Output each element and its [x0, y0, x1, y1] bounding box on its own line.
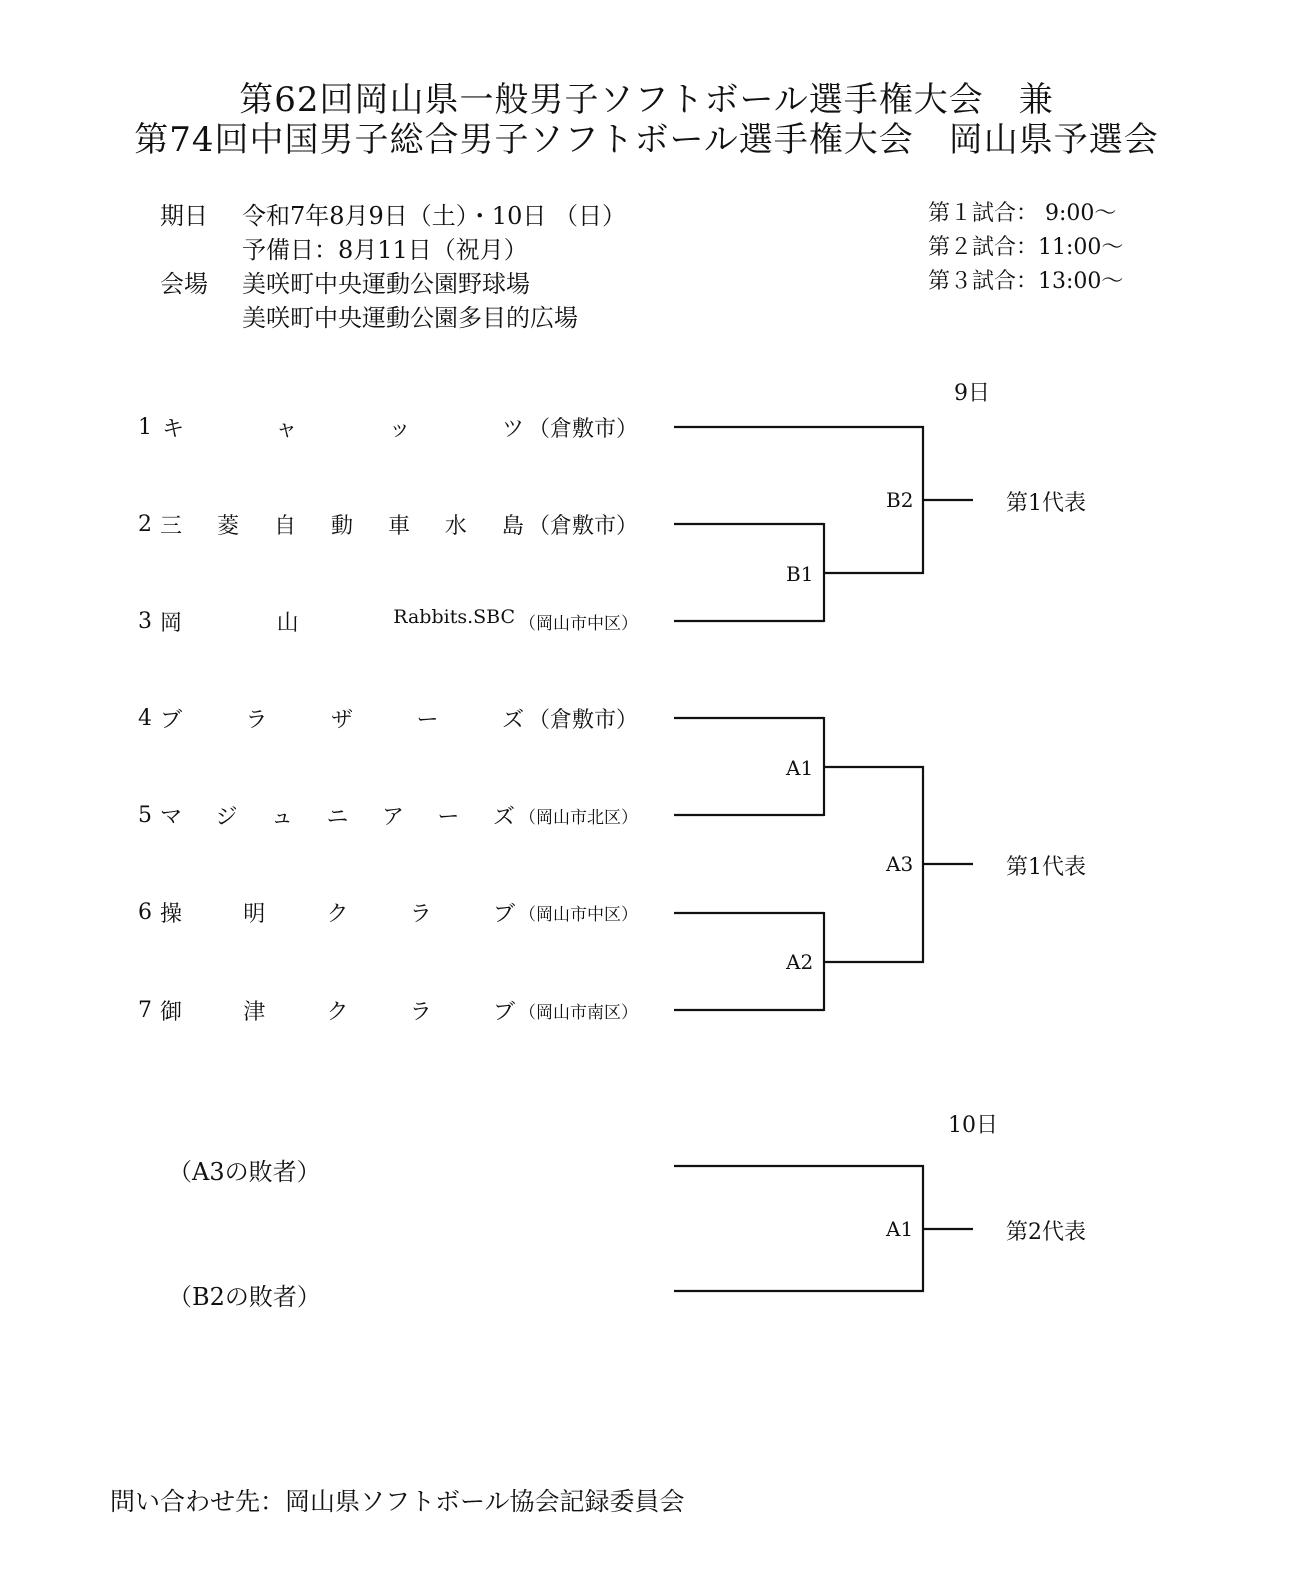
team-name-latin: Rabbits.SBC	[393, 605, 515, 628]
schedule-game-3: 第３試合：13:00～	[928, 269, 1124, 294]
team-name-char: ャ	[275, 416, 298, 442]
venue-1: 美咲町中央運動公園野球場	[242, 270, 530, 298]
team-number: 3	[138, 608, 152, 634]
date-value: 令和7年8月9日（土）・10日 （日）	[242, 202, 626, 230]
team-name-char: ー	[416, 707, 439, 733]
team-name-char: ュ	[270, 804, 293, 830]
team-name-char: 岡	[160, 610, 183, 636]
team-name-char: 三	[160, 513, 183, 539]
team-name-char: ジ	[215, 804, 238, 830]
team-number: 7	[138, 997, 152, 1023]
venue-label: 会場	[160, 270, 208, 298]
team-name-char: 明	[243, 901, 266, 927]
team-name-char: ク	[326, 901, 349, 927]
contact-info: 問い合わせ先：岡山県ソフトボール協会記録委員会	[110, 1487, 685, 1516]
team-name-char: ブ	[492, 901, 515, 927]
team-name-char: キ	[162, 416, 185, 442]
result-representative-top: 第1代表	[1006, 491, 1086, 516]
team-name-char: 津	[243, 999, 266, 1025]
team-name-char: ザ	[330, 707, 353, 733]
team-city: （岡山市中区）	[519, 904, 638, 925]
team-name-char: 御	[160, 999, 183, 1025]
venue-2: 美咲町中央運動公園多目的広場	[242, 304, 578, 332]
team-name-char: ッ	[388, 416, 411, 442]
game-label-a3: A3	[886, 852, 914, 876]
team-city: （岡山市南区）	[519, 1002, 638, 1023]
day-2-label: 10日	[948, 1113, 998, 1138]
schedule-game-2: 第２試合：11:00～	[928, 235, 1124, 260]
game-label-b2: B2	[886, 488, 914, 512]
team-name-char: 操	[160, 901, 183, 927]
game-label-final-a1: A1	[886, 1217, 914, 1241]
team-name-char: ブ	[160, 707, 183, 733]
title-line-2: 第74回中国男子総合男子ソフトボール選手権大会 岡山県予選会	[134, 120, 1159, 160]
team-name-char: ニ	[326, 804, 349, 830]
team-city: （倉敷市）	[527, 707, 638, 733]
reserve-date: 予備日：8月11日（祝月）	[242, 236, 528, 264]
loser-b2: （B2の敗者）	[168, 1283, 321, 1311]
loser-a3: （A3の敗者）	[168, 1158, 321, 1186]
date-label: 期日	[160, 202, 208, 230]
team-name-char: 動	[330, 513, 353, 539]
team-name-char: 山	[276, 610, 299, 636]
team-name-char: 車	[387, 513, 410, 539]
team-number: 1	[138, 414, 152, 440]
team-number: 4	[138, 705, 152, 731]
result-representative-middle: 第1代表	[1006, 855, 1086, 880]
team-number: 6	[138, 899, 152, 925]
team-city: （倉敷市）	[527, 416, 638, 442]
result-representative-bottom: 第2代表	[1006, 1220, 1086, 1245]
team-name-char: ラ	[409, 901, 432, 927]
team-name-char: ラ	[409, 999, 432, 1025]
game-label-a1: A1	[786, 756, 814, 780]
team-name-char: ク	[326, 999, 349, 1025]
schedule-game-1: 第１試合： 9:00～	[928, 201, 1117, 226]
team-name-char: ラ	[245, 707, 268, 733]
title-line-1: 第62回岡山県一般男子ソフトボール選手権大会 兼	[239, 80, 1054, 120]
team-city: （倉敷市）	[527, 513, 638, 539]
team-name-char: 島	[501, 513, 524, 539]
team-number: 5	[138, 802, 152, 828]
team-name-char: ズ	[492, 804, 515, 830]
game-label-b1: B1	[786, 562, 814, 586]
team-name-char: ー	[437, 804, 460, 830]
day-1-label: 9日	[954, 381, 990, 406]
team-name-char: 自	[273, 513, 296, 539]
game-label-a2: A2	[786, 950, 814, 974]
team-number: 2	[138, 511, 152, 537]
team-city: （岡山市中区）	[519, 613, 638, 634]
team-name-char: ア	[381, 804, 404, 830]
team-name-char: ブ	[492, 999, 515, 1025]
team-city: （岡山市北区）	[519, 807, 638, 828]
team-name-char: マ	[160, 804, 183, 830]
team-name-char: 菱	[216, 513, 239, 539]
team-name-char: ズ	[501, 707, 524, 733]
team-name-char: 水	[444, 513, 467, 539]
team-name-char: ツ	[501, 416, 524, 442]
